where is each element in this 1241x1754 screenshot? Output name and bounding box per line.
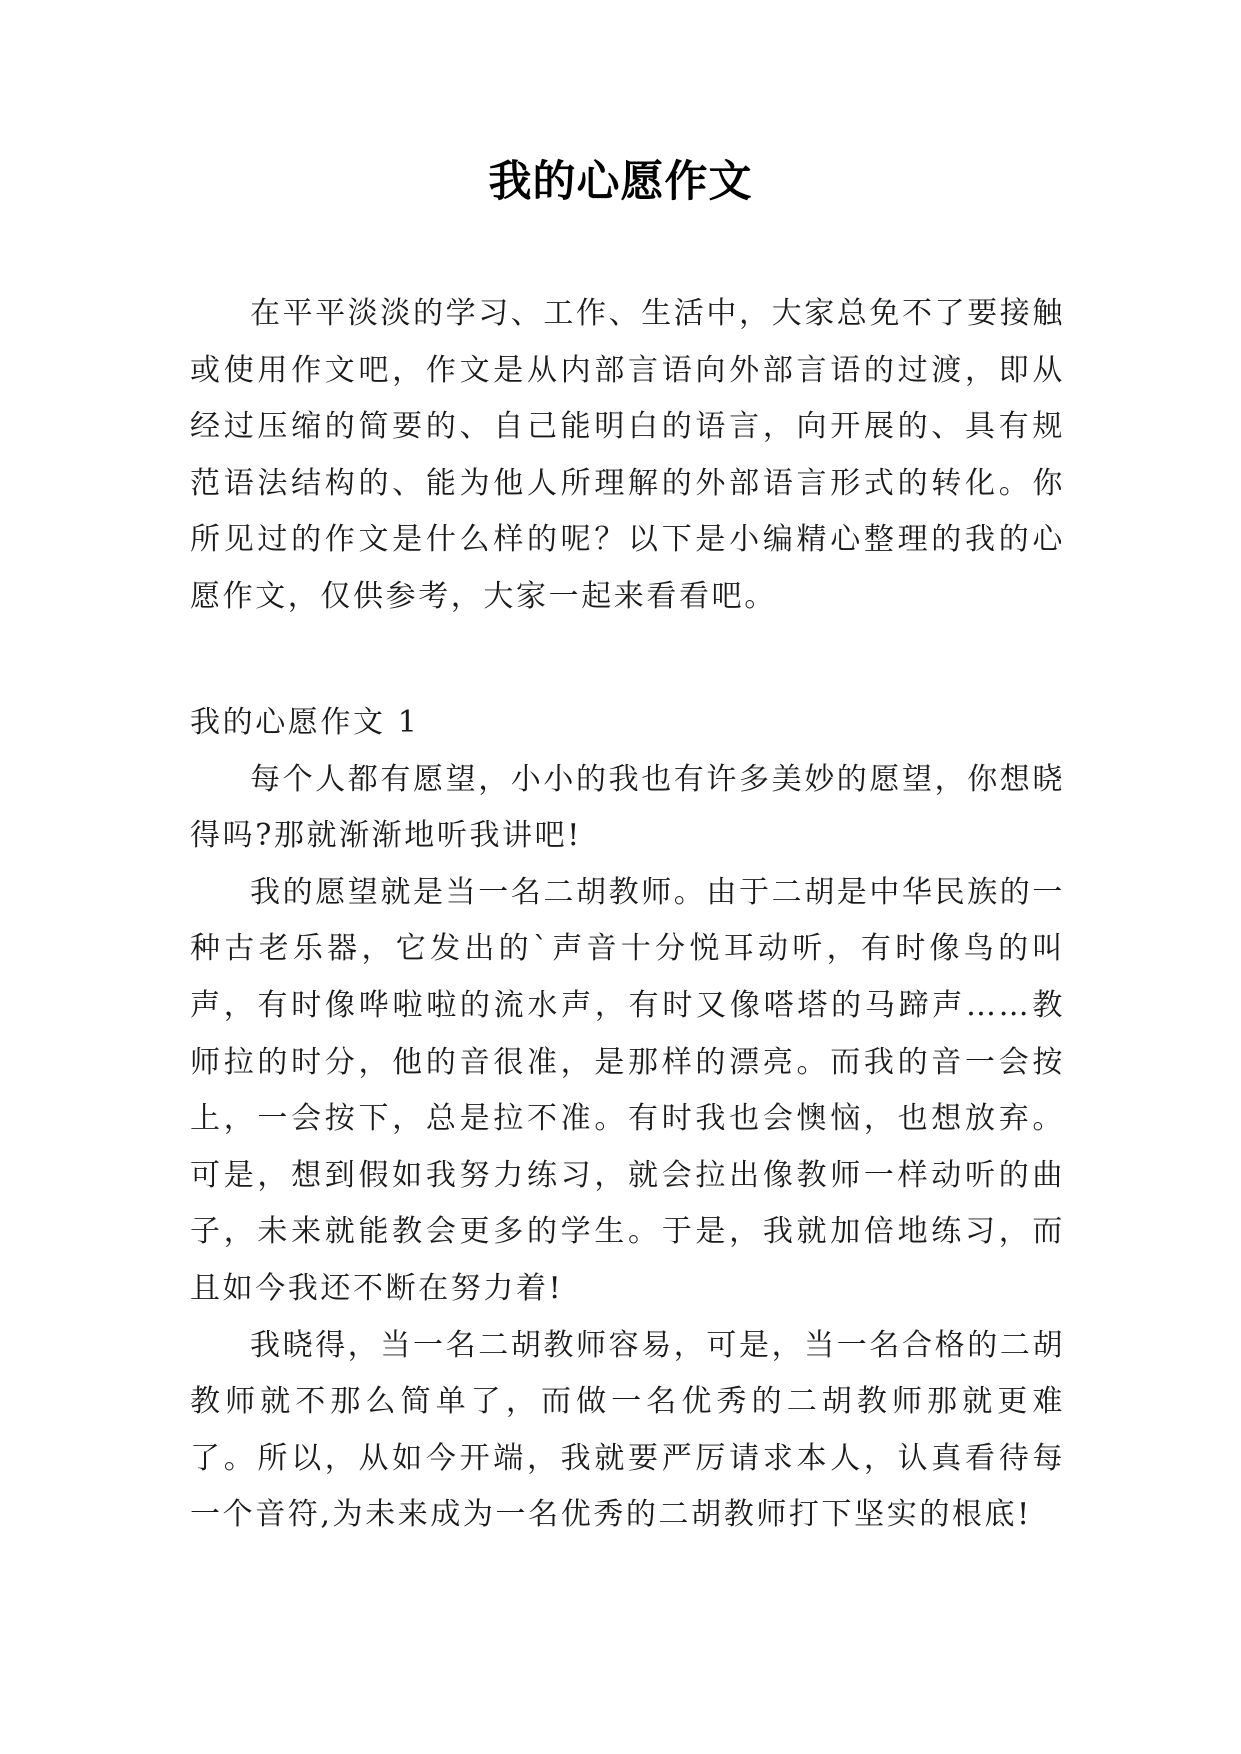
intro-paragraph: 在平平淡淡的学习、工作、生活中，大家总免不了要接触或使用作文吧，作文是从内部言语向外部言语的过渡，即从经过压缩的简要的、自己能明白的语言，向开展的、具有规范语法结构的、能为他人所理解的外部语言形式的转化。你所见过的作文是什么样的呢？以下是小编精心整理的我的心愿作文，仅供参考，大家一起来看看吧。 (190, 296, 1065, 614)
intro-section (190, 286, 1065, 626)
document-title: 我的心愿作文 (488, 157, 753, 207)
essay-paragraph: 我晓得，当一名二胡教师容易，可是，当一名合格的二胡教师就不那么简单了，而做一名优秀的二胡教师那就更难了。所以，从如今开端，我就要严厉请求本人，认真看待每一个音符,为未来成为一名优秀的二胡教师打下坚实的根底! (190, 1327, 1065, 1533)
essay-heading: 我的心愿作文 1 (190, 705, 420, 740)
essay-section (190, 695, 1065, 1544)
essay-paragraph: 我的愿望就是当一名二胡教师。由于二胡是中华民族的一种古老乐器，它发出的`声音十分悦耳动听，有时像鸟的叫声，有时像哗啦啦的流水声，有时又像嗒塔的马蹄声……教师拉的时分，他的音很准，是那样的漂亮。而我的音一会按上，一会按下，总是拉不准。有时我也会懊恼，也想放弃。可是，想到假如我努力练习，就会拉出像教师一样动听的曲子，未来就能教会更多的学生。于是，我就加倍地练习，而且如今我还不断在努力着! (190, 874, 1065, 1306)
essay-paragraph: 每个人都有愿望，小小的我也有许多美妙的愿望，你想晓得吗?那就渐渐地听我讲吧! (190, 761, 1065, 854)
